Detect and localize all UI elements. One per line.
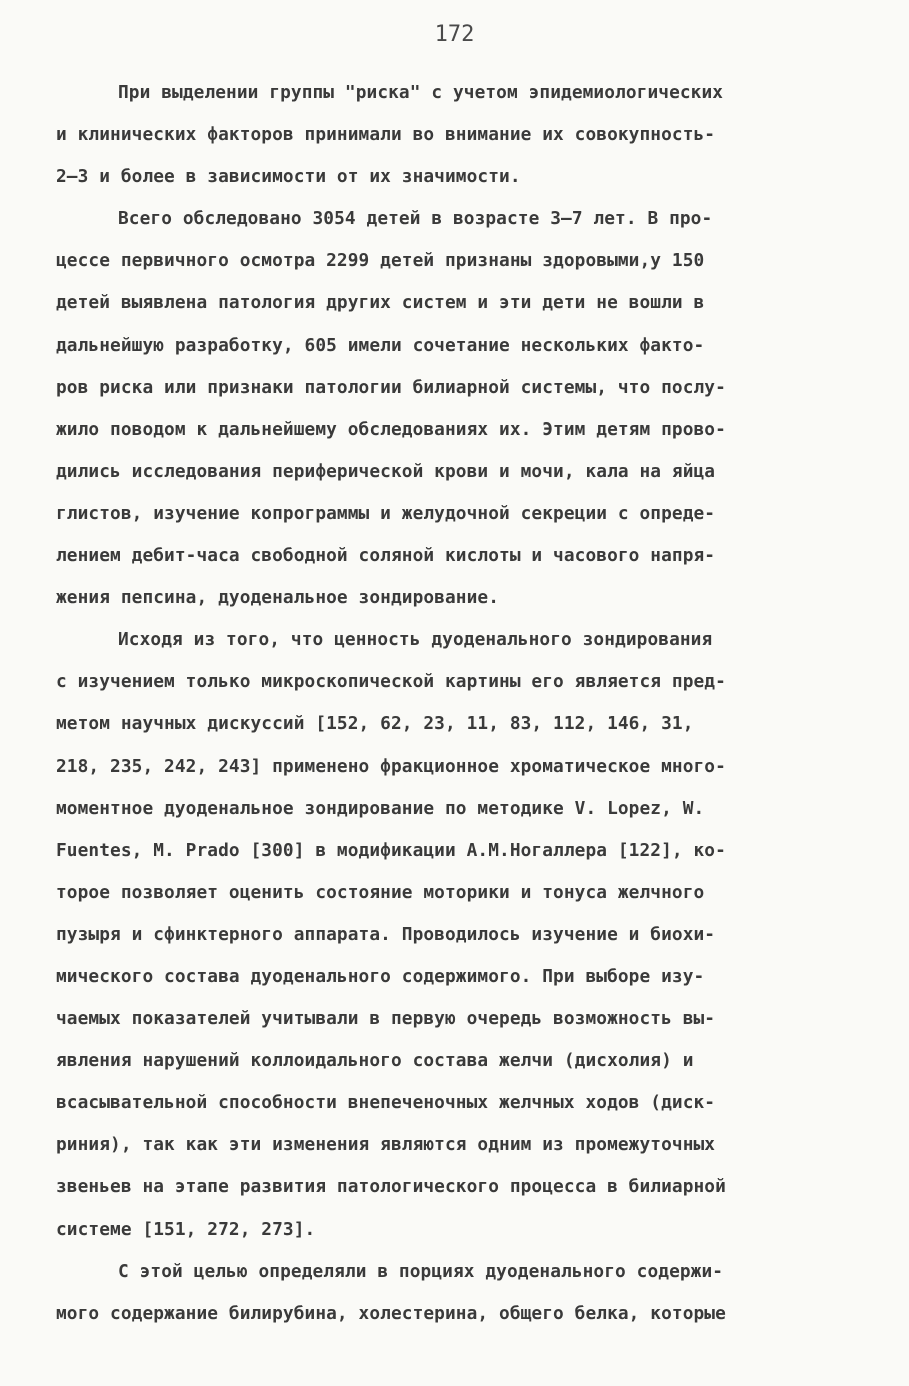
text-line: метом научных дискуссий [152, 62, 23, 11, 83, 112, 146, 31,: [56, 713, 694, 735]
text-line: дились исследования периферической крови и мочи, кала на яйца: [56, 460, 716, 482]
text-line: риния), так как эти изменения являются одним из промежуточных: [56, 1134, 716, 1156]
text-line: С этой целью определяли в порциях дуоденального содержи-: [118, 1260, 724, 1282]
text-line: всасывательной способности внепеченочных желчных ходов (диск-: [56, 1092, 716, 1114]
text-line: жения пепсина, дуоденальное зондирование.: [56, 587, 500, 609]
text-line: системе [151, 272, 273].: [56, 1218, 316, 1240]
text-line: глистов, изучение копрограммы и желудочной секреции с опреде-: [56, 502, 716, 524]
text-line: торое позволяет оценить состояние моторики и тонуса желчного: [56, 881, 705, 903]
text-line: 2–3 и более в зависимости от их значимости.: [56, 166, 521, 188]
text-line: Fuentes, M. Prado [300] в модификации А.М.Ногаллера [122], ко-: [56, 839, 726, 861]
body-text: [56, 72, 856, 1335]
text-line: и клинических факторов принимали во внимание их совокупность-: [56, 124, 716, 146]
text-line: чаемых показателей учитывали в первую очередь возможность вы-: [56, 1008, 716, 1030]
text-line: пузыря и сфинктерного аппарата. Проводилось изучение и биохи-: [56, 923, 716, 945]
text-line: дальнейшую разработку, 605 имели сочетание нескольких факто-: [56, 334, 705, 356]
text-line: мического состава дуоденального содержимого. При выборе изу-: [56, 965, 705, 987]
text-line: с изучением только микроскопической картины его является пред-: [56, 671, 726, 693]
text-line: лением дебит-часа свободной соляной кислоты и часового напря-: [56, 545, 716, 567]
text-line: Всего обследовано 3054 детей в возрасте 3–7 лет. В про-: [118, 208, 713, 230]
text-line: мого содержание билирубина, холестерина, общего белка, которые: [56, 1302, 726, 1324]
text-line: Исходя из того, что ценность дуоденального зондирования: [118, 629, 713, 651]
text-line: моментное дуоденальное зондирование по методике V. Lopez, W.: [56, 797, 705, 819]
page-number: 172: [434, 22, 475, 47]
text-line: детей выявлена патология других систем и эти дети не вошли в: [56, 292, 705, 314]
text-line: При выделении группы "риска" с учетом эпидемиологических: [118, 82, 724, 103]
text-line: ров риска или признаки патологии билиарной системы, что послу-: [56, 376, 726, 398]
text-line: жило поводом к дальнейшему обследованиях их. Этим детям прово-: [56, 418, 726, 440]
text-line: цессе первичного осмотра 2299 детей признаны здоровыми,у 150: [56, 250, 705, 272]
text-line: звеньев на этапе развития патологического процесса в билиарной: [56, 1176, 726, 1198]
text-line: явления нарушений коллоидального состава желчи (дисхолия) и: [56, 1050, 694, 1072]
text-line: 218, 235, 242, 243] применено фракционное хроматическое много-: [56, 755, 726, 777]
